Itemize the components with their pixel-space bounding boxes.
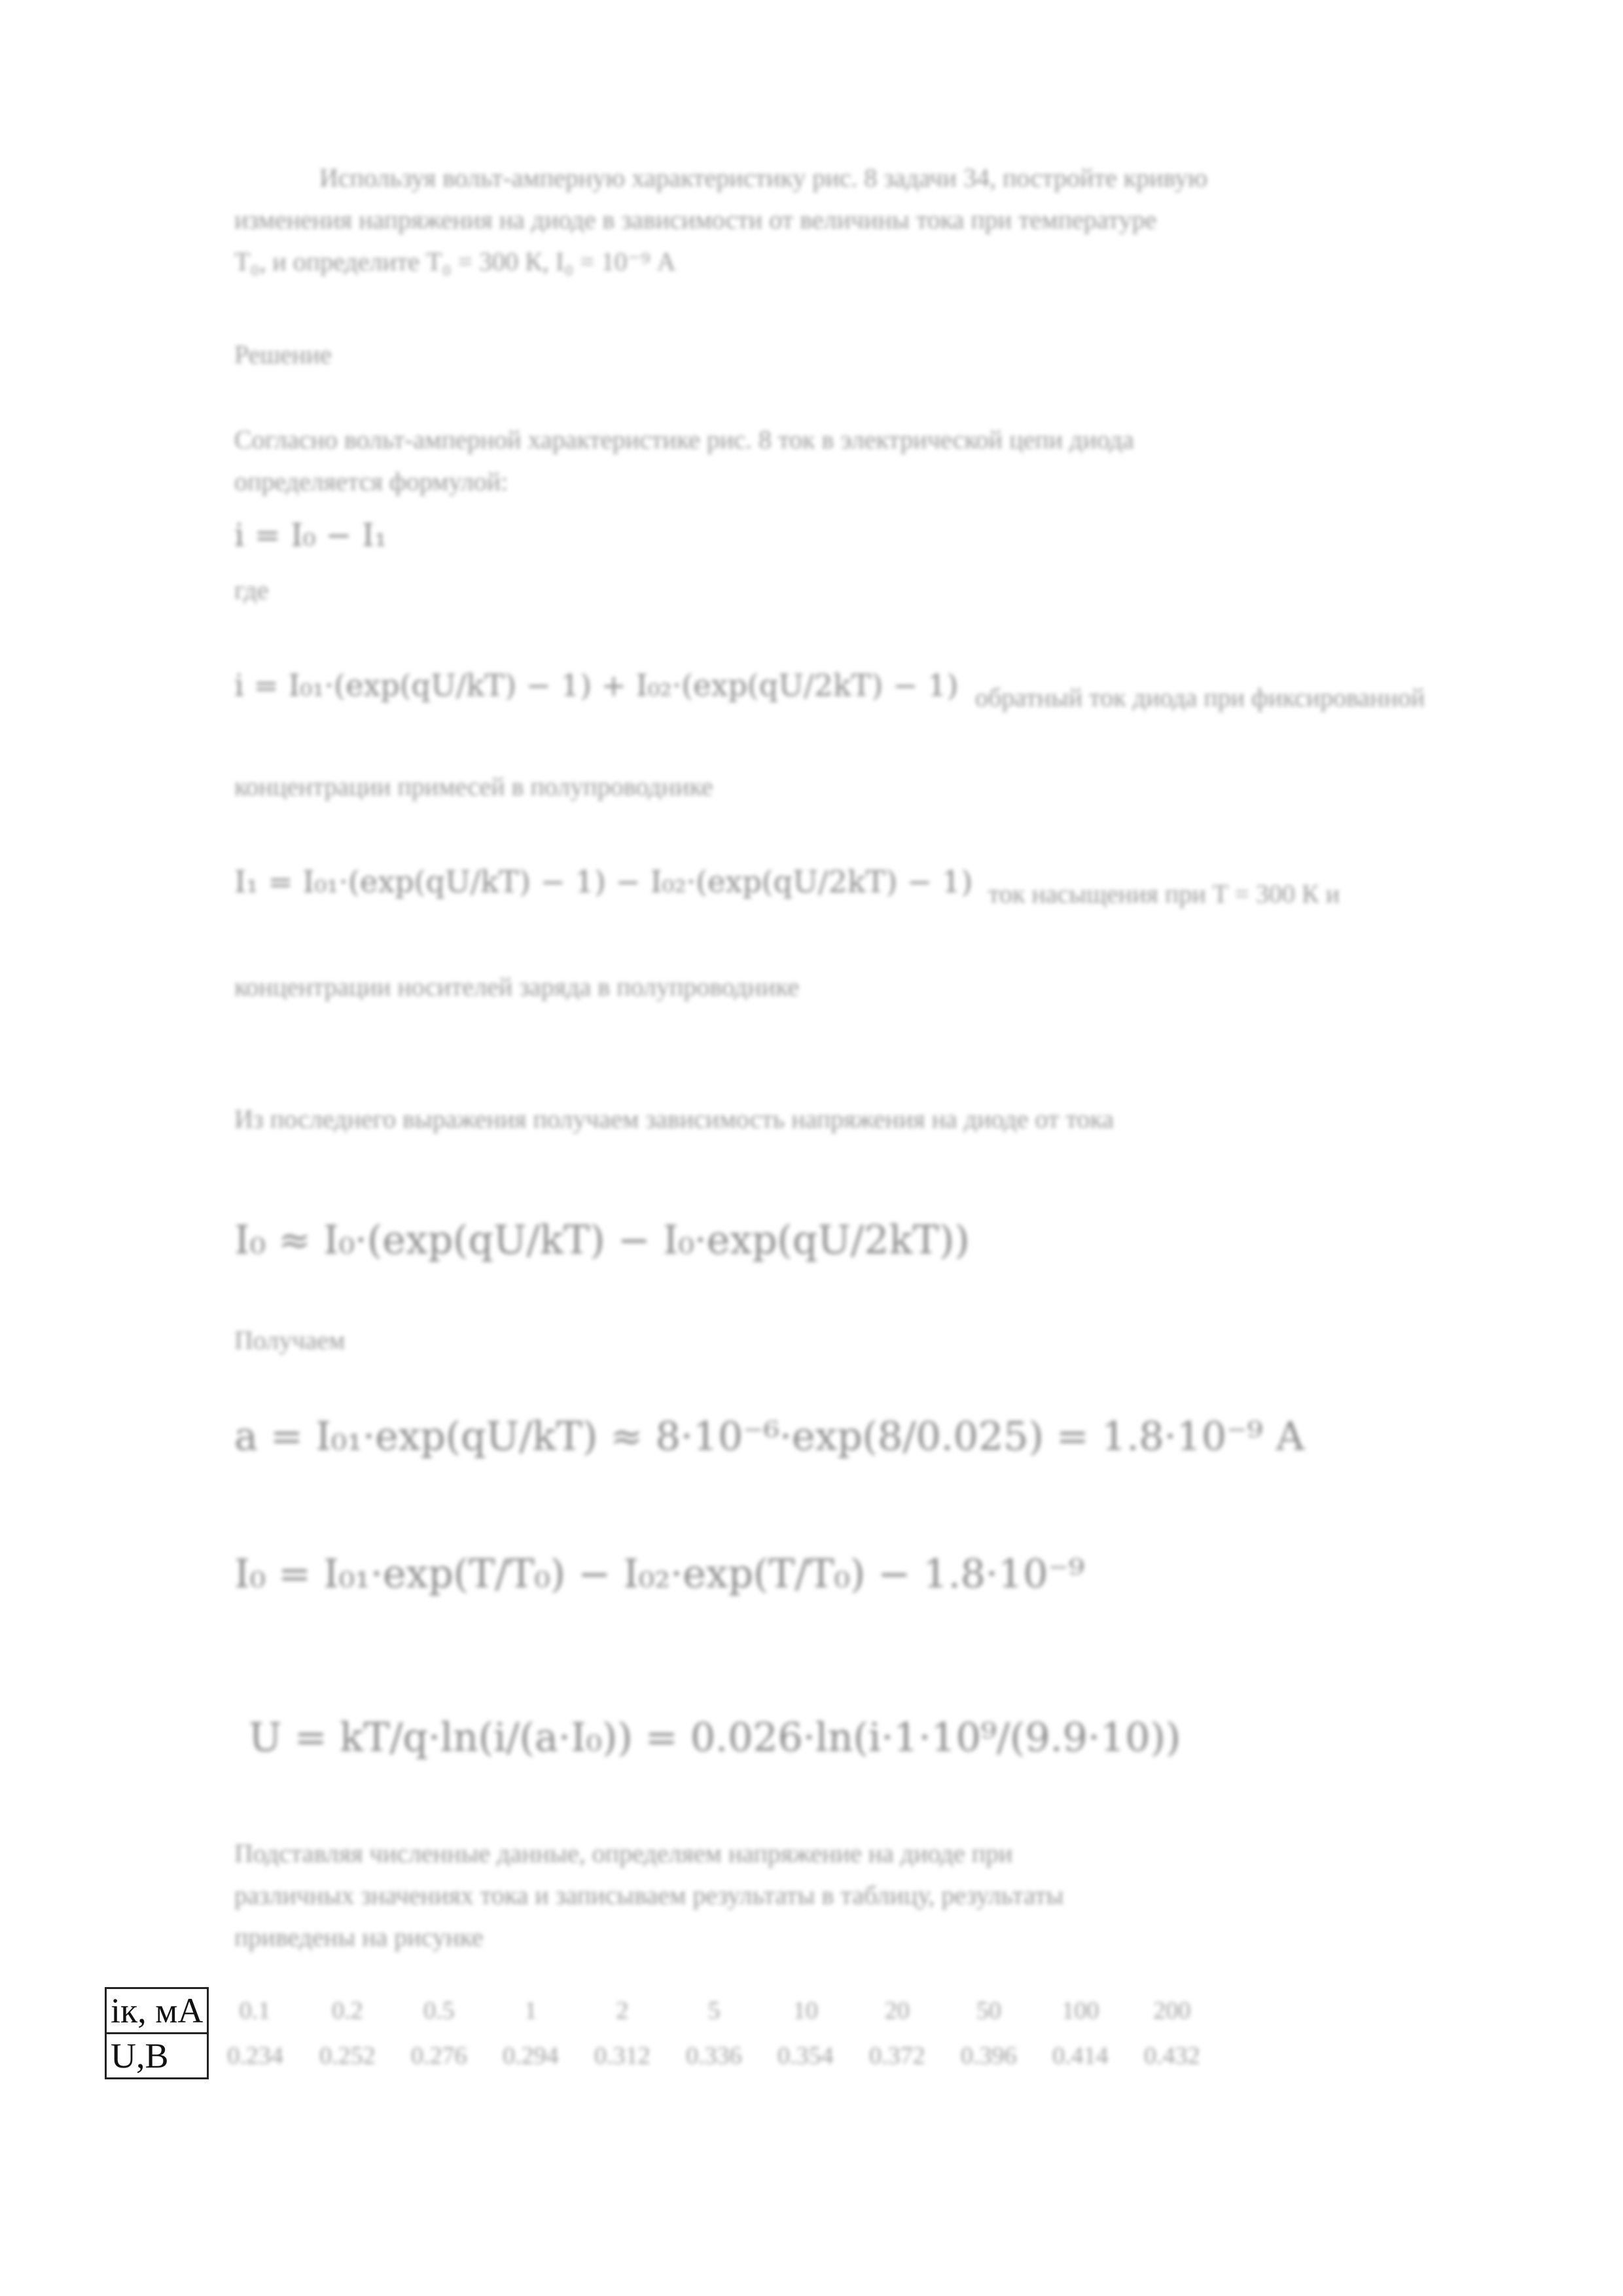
table-cell: 0.1 <box>239 1997 271 2024</box>
table-cell: 0.276 <box>411 2042 467 2070</box>
gets-label: Получаем <box>234 1325 346 1355</box>
where-label: где <box>234 575 269 605</box>
equation-diode-current: i = I₀₁·(exp(qU/kT) − 1) + I₀₂·(exp(qU/2kT) − 1) <box>234 668 959 703</box>
problem-line-1: Используя вольт-амперную характеристику рис. 8 задачи 34, постройте кривую <box>319 163 1207 192</box>
table-cell: 0.5 <box>423 1997 455 2024</box>
table-cell: 0.252 <box>319 2042 376 2070</box>
paragraph-5-line-2: различных значениях тока и записываем результаты в таблицу, результаты <box>234 1880 1064 1910</box>
table-cell: 0.354 <box>777 2042 834 2070</box>
table-cell: 0.312 <box>594 2042 651 2070</box>
equation-saturation: I₁ = I₀₁·(exp(qU/kT) − 1) − I₀₂·(exp(qU/2kT) − 1) <box>234 864 973 899</box>
row-header-current: iк, мА <box>106 1988 208 2034</box>
problem-line-3: T₀, и определите T₀ = 300 К, I₀ = 10⁻⁹ А <box>234 247 676 276</box>
results-table <box>105 1987 1218 2079</box>
table-cell: 0.234 <box>227 2042 283 2070</box>
solution-heading: Решение <box>234 340 332 369</box>
table-cell: 1 <box>524 1997 537 2024</box>
table-cell: 0.414 <box>1052 2042 1109 2070</box>
equation-i0: I₀ = I₀₁·exp(T/T₀) − I₀₂·exp(T/T₀) − 1.8·10⁻⁹ <box>234 1551 1085 1597</box>
equation-3-tail: ток насыщения при T = 300 К и <box>988 879 1340 908</box>
table-cell: 0.336 <box>686 2042 742 2070</box>
paragraph-5-line-1: Подставляя численные данные, определяем напряжение на диоде при <box>234 1839 1013 1868</box>
paragraph-1-line-2: определяется формулой: <box>234 467 508 496</box>
table-cell: 2 <box>616 1997 629 2024</box>
table-cell: 20 <box>884 1997 910 2024</box>
equation-voltage-current: I₀ ≈ I₀·(exp(qU/kT) − I₀·exp(qU/2kT)) <box>234 1217 970 1263</box>
equation-current: i = I₀ − I₁ <box>234 517 387 554</box>
equation-2-tail: обратный ток диода при фиксированной <box>975 683 1425 712</box>
paragraph-3: концентрации носителей заряда в полупроводнике <box>234 972 800 1001</box>
table-cell: 5 <box>707 1997 721 2024</box>
table-cell: 100 <box>1061 1997 1099 2024</box>
table-cell: 50 <box>976 1997 1001 2024</box>
table-row-current <box>106 1988 1218 2034</box>
table-row-voltage <box>106 2034 1218 2079</box>
table-cell: 0.432 <box>1144 2042 1200 2070</box>
table-cell: 0.294 <box>503 2042 559 2070</box>
equation-a: a = I₀₁·exp(qU/kT) ≈ 8·10⁻⁶·exp(8/0.025) = 1.8·10⁻⁹ А <box>234 1414 1306 1460</box>
paragraph-4: Из последнего выражения получаем зависимость напряжения на диоде от тока <box>234 1104 1114 1134</box>
row-header-voltage: U,В <box>106 2034 208 2079</box>
problem-line-2: изменения напряжения на диоде в зависимости от величины тока при температуре <box>234 205 1157 234</box>
paragraph-1-line-1: Согласно вольт-амперной характеристике рис. 8 ток в электрической цепи диода <box>234 425 1134 454</box>
table-cell: 200 <box>1153 1997 1191 2024</box>
table-cell: 10 <box>793 1997 818 2024</box>
table-cell: 0.396 <box>961 2042 1017 2070</box>
paragraph-5-line-3: приведены на рисунке <box>234 1922 484 1952</box>
table-cell: 0.372 <box>869 2042 925 2070</box>
table-cell: 0.2 <box>332 1997 363 2024</box>
equation-u: U = kT/q·ln(i/(a·I₀)) = 0.026·ln(i·1·10⁹/(9.9·10)) <box>249 1715 1181 1761</box>
paragraph-2: концентрации примесей в полупроводнике <box>234 772 713 801</box>
